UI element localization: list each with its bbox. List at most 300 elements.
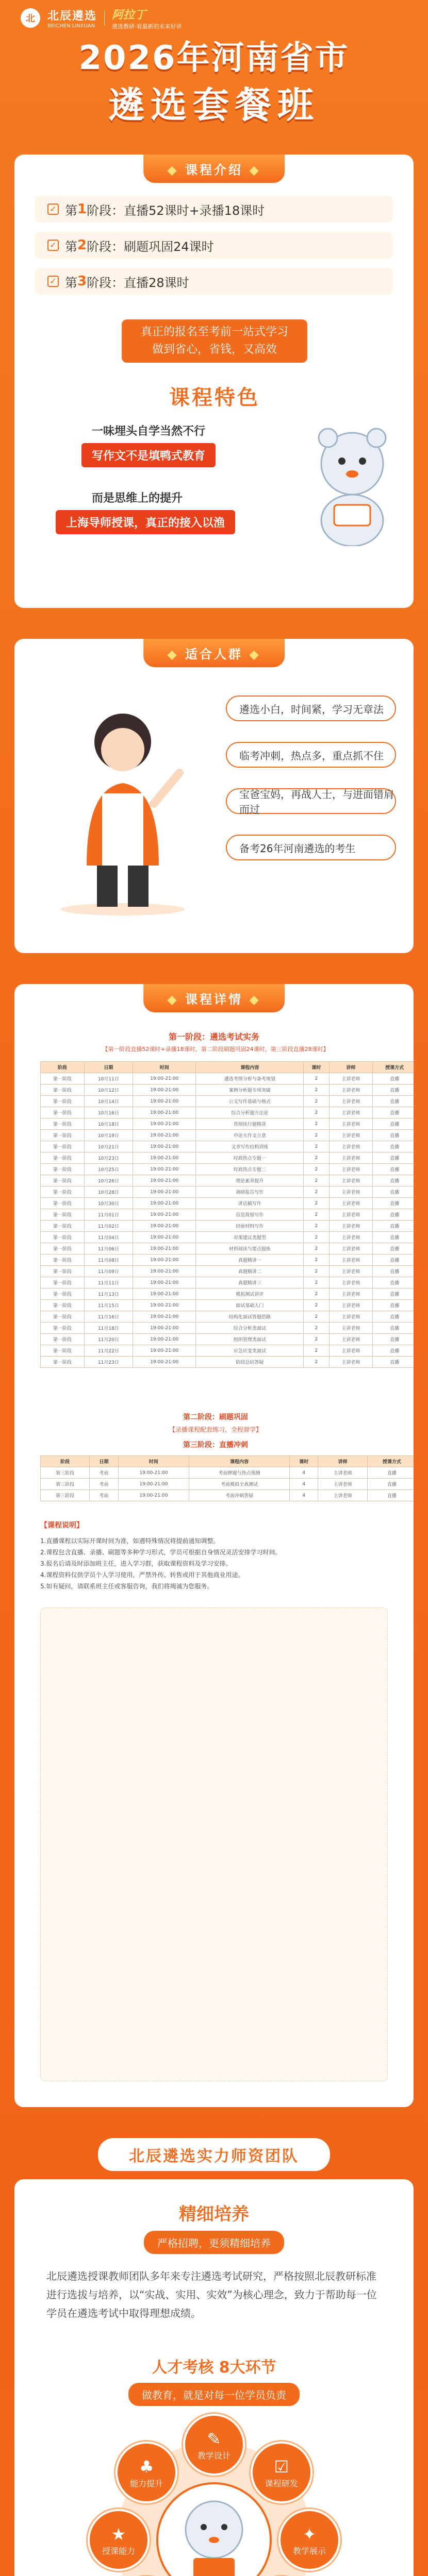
table-row [41,1255,414,1266]
table-cell: 2 [304,1221,329,1232]
table-cell: 直播 [373,1118,414,1130]
feature-a-text: 一味埋头自学当然不行 [92,425,206,438]
check-icon: ✓ [47,276,59,287]
stage-text: 刷题巩固24课时 [124,239,214,254]
table-cell: 10月26日 [84,1175,133,1187]
wheel-node-label: 教学设计 [197,2450,231,2461]
table-row [41,1130,414,1141]
table-cell: 第一阶段 [41,1187,85,1198]
table-row [41,1243,414,1255]
table-cell: 直播 [373,1266,414,1277]
table-cell: 主讲老师 [318,1490,367,1501]
table-cell: 结构化面试答题思路 [196,1311,304,1323]
table-row [41,1232,414,1243]
table-cell: 主讲老师 [329,1141,373,1153]
table-cell: 第一阶段 [41,1311,85,1323]
table-cell: 10月16日 [84,1107,133,1118]
wheel-node-label: 能力提升 [130,2478,163,2488]
table-row [41,1073,414,1084]
feature-b-box: 上海导师授课，真正的接入以渔 [56,510,235,534]
table-cell: 申论大作文立意 [196,1130,304,1141]
table-cell: 面试基础入门 [196,1300,304,1311]
table-row [41,1357,414,1368]
table-cell: 2 [304,1311,329,1323]
table-cell: 直播 [373,1300,414,1311]
table-cell: 10月11日 [84,1073,133,1084]
table-cell: 19:00-21:00 [133,1255,196,1266]
table-cell: 考前押题与热点预测 [189,1467,290,1479]
table-cell: 4 [290,1479,318,1490]
table-cell: 2 [304,1334,329,1345]
table-cell: 直播 [373,1221,414,1232]
audience-item: 遴选小白，时间紧，学习无章法 [226,696,396,721]
table-cell: 真题精讲一 [196,1255,304,1266]
table-cell: 第一阶段 [41,1209,85,1221]
table-cell: 11月15日 [84,1300,133,1311]
schedule-table-1 [40,1061,414,1368]
table-row [41,1277,414,1289]
table-cell: 2 [304,1096,329,1107]
col-header: 时间 [118,1456,189,1467]
notes-title: 【课程说明】 [40,1521,84,1530]
table-cell: 19:00-21:00 [133,1323,196,1334]
table-cell: 19:00-21:00 [133,1209,196,1221]
wheel-node-icon: ✦ [302,2524,317,2544]
table-row [41,1300,414,1311]
bear-mascot-icon [303,422,401,546]
team-tag: 严格招聘，更须精细培养 [144,2231,284,2254]
mid-caption-3: 第三阶段：直播冲刺 [183,1441,248,1449]
table-cell: 19:00-21:00 [133,1096,196,1107]
table-cell: 第一阶段 [41,1243,85,1255]
wheel-node-label: 授课能力 [102,2546,135,2556]
table-header-row [41,1456,414,1467]
partner-brand-sub: 遴选教研·看最新的未来好讲 [112,23,182,30]
table-cell: 4 [290,1490,318,1501]
table-cell: 19:00-21:00 [133,1311,196,1323]
table-cell: 直播 [373,1198,414,1209]
table-cell: 直播 [373,1357,414,1368]
brand-name: 北辰遴选 [47,10,97,23]
table-row [41,1118,414,1130]
table-cell: 讲话稿写作 [196,1198,304,1209]
wheel-node-label: 课程研发 [265,2478,298,2488]
table-cell: 直播 [373,1084,414,1096]
table-cell: 主讲老师 [329,1096,373,1107]
table-row [41,1175,414,1187]
table-cell: 第一阶段 [41,1266,85,1277]
table-cell: 19:00-21:00 [133,1300,196,1311]
table-cell: 考前 [90,1467,118,1479]
table-subtitle: 【第一阶段直播52课时+录播18课时，第二阶段刷题巩固24课时，第三阶段直播28课时】 [102,1046,329,1053]
table-cell: 2 [304,1118,329,1130]
table-cell: 11月09日 [84,1266,133,1277]
one-stop-line1: 真正的报名至考前一站式学习 [140,326,288,338]
table-cell: 第三阶段 [41,1467,90,1479]
table-cell: 4 [290,1467,318,1479]
table-row [41,1164,414,1175]
table-row [41,1266,414,1277]
table-row [41,1187,414,1198]
note-item: 5.如有疑问，请联系班主任或客服咨询，我们将竭诚为您服务。 [40,1583,213,1590]
note-item: 4.课程资料仅供学员个人学习使用，严禁外传、转售或用于其他商业用途。 [40,1571,244,1579]
table-cell: 2 [304,1266,329,1277]
table-cell: 公文写作基础与格式 [196,1096,304,1107]
table-cell: 综合分析类面试 [196,1323,304,1334]
table-cell: 主讲老师 [329,1073,373,1084]
table-row [41,1209,414,1221]
table-cell: 直播 [373,1277,414,1289]
table-cell: 11月06日 [84,1243,133,1255]
wheel-node [88,2509,150,2571]
hero-title-line2: 遴选套餐班 [108,84,320,126]
feature-title: 课程特色 [169,386,260,410]
table-cell: 主讲老师 [329,1255,373,1266]
table-cell: 第一阶段 [41,1164,85,1175]
table-cell: 直播 [373,1164,414,1175]
table-cell: 直播 [367,1467,414,1479]
audience-card [14,639,414,953]
table-row [41,1323,414,1334]
table-cell: 2 [304,1243,329,1255]
table-cell: 11月08日 [84,1255,133,1266]
table-cell: 主讲老师 [329,1084,373,1096]
table-cell: 主讲老师 [329,1334,373,1345]
table-cell: 经验材料写作 [196,1221,304,1232]
table-cell: 综合分析题方法论 [196,1107,304,1118]
table-cell: 第一阶段 [41,1084,85,1096]
table-cell: 19:00-21:00 [133,1107,196,1118]
table-cell: 第一阶段 [41,1300,85,1311]
note-item: 3.报名后请及时添加班主任，进入学习群，获取课程资料及学习安排。 [40,1560,232,1567]
team-ribbon: 北辰遴选实力师资团队 [98,2138,330,2171]
table-cell: 主讲老师 [329,1130,373,1141]
table-cell: 第一阶段 [41,1175,85,1187]
table-cell: 19:00-21:00 [133,1198,196,1209]
wheel-node-icon: ☑ [274,2456,289,2477]
brand-sub: BEICHEN LINXUAN [47,23,95,29]
table-cell: 2 [304,1232,329,1243]
table-row [41,1107,414,1118]
table-cell: 主讲老师 [329,1357,373,1368]
table-cell: 遴选考情分析与备考规划 [196,1073,304,1084]
note-item: 2.课程包含直播、录播、刷题等多种学习形式，学员可根据自身情况灵活安排学习时间。 [40,1549,282,1556]
one-stop-line2: 做到省心，省钱，又高效 [152,343,277,356]
table-cell: 11月13日 [84,1289,133,1300]
col-header: 课时 [290,1456,318,1467]
mid-caption-1: 第二阶段：刷题巩固 [183,1413,248,1421]
table-cell: 考前模拟全真测试 [189,1479,290,1490]
partner-brand-name: 阿拉丁 [112,8,146,22]
extra-notes-box [40,1607,388,2081]
col-header: 授课方式 [373,1062,414,1073]
table-cell: 2 [304,1289,329,1300]
wheel-node [251,2442,312,2503]
feature-b-text: 而是思维上的提升 [92,492,183,505]
table-cell: 直播 [373,1311,414,1323]
table-cell: 直播 [373,1107,414,1118]
table-cell: 直播 [373,1073,414,1084]
stage-row-2: ✓ 第 2 阶段： 刷题巩固24课时 [35,232,393,259]
table-row [41,1311,414,1323]
hero-title-line1: 2026年河南省市 [78,39,350,77]
table-cell: 2 [304,1153,329,1164]
table-cell: 19:00-21:00 [133,1175,196,1187]
mid-caption-2: 【录播课程配套练习，全程督学】 [169,1426,262,1433]
table-cell: 考前 [90,1479,118,1490]
stage-row-1: ✓ 第 1 阶段： 直播52课时+录播18课时 [35,196,393,223]
table-cell: 19:00-21:00 [133,1266,196,1277]
table-cell: 2 [304,1209,329,1221]
team-paragraph: 北辰遴选授课教师团队多年来专注遴选考试研究，严格按照北辰教研标准进行选拔与培养，以“实战、实用、实效”为核心理念，致力于帮助每一位学员在遴选考试中取得理想成绩。 [46,2270,377,2319]
table-cell: 第一阶段 [41,1232,85,1243]
table-cell: 主讲老师 [318,1467,367,1479]
col-header: 课程内容 [196,1062,304,1073]
table-cell: 第一阶段 [41,1107,85,1118]
table-row [41,1198,414,1209]
table-cell: 应急应变类面试 [196,1345,304,1357]
table-cell: 直播 [373,1141,414,1153]
table-cell: 直播 [373,1096,414,1107]
table-cell: 19:00-21:00 [133,1345,196,1357]
table-cell: 11月11日 [84,1277,133,1289]
table-cell: 直播 [373,1323,414,1334]
top-bar [0,0,428,36]
table-cell: 贯彻执行题精讲 [196,1118,304,1130]
brand-divider [104,10,105,26]
table-cell: 19:00-21:00 [133,1232,196,1243]
table-cell: 11月20日 [84,1334,133,1345]
table-cell: 第一阶段 [41,1255,85,1266]
table-cell: 19:00-21:00 [118,1479,189,1490]
table-cell: 直播 [373,1130,414,1141]
table-cell: 19:00-21:00 [133,1357,196,1368]
col-header: 讲师 [318,1456,367,1467]
table-cell: 阶段总结答疑 [196,1357,304,1368]
table-cell: 主讲老师 [329,1232,373,1243]
check-icon: ✓ [47,240,59,251]
table-cell: 主讲老师 [329,1345,373,1357]
team-card [14,2179,414,2576]
table-cell: 10月19日 [84,1130,133,1141]
table-cell: 第一阶段 [41,1198,85,1209]
table-cell: 直播 [373,1289,414,1300]
table-cell: 主讲老师 [329,1300,373,1311]
table-cell: 2 [304,1187,329,1198]
one-stop-pill [122,319,307,363]
table-cell: 第一阶段 [41,1141,85,1153]
table-cell: 直播 [373,1187,414,1198]
table-cell: 信息简报写作 [196,1209,304,1221]
table-cell: 案例分析题专项突破 [196,1084,304,1096]
table-cell: 组织管理类面试 [196,1334,304,1345]
brand-block [47,7,97,29]
stage-text: 直播28课时 [124,275,189,290]
table-cell: 2 [304,1277,329,1289]
table-cell: 2 [304,1164,329,1175]
table-cell: 第一阶段 [41,1153,85,1164]
table-cell: 时政热点专题一 [196,1153,304,1164]
table-cell: 主讲老师 [329,1175,373,1187]
table-cell: 真题精讲二 [196,1266,304,1277]
table-cell: 2 [304,1357,329,1368]
table-cell: 第三阶段 [41,1490,90,1501]
table-cell: 主讲老师 [329,1323,373,1334]
table-cell: 11月01日 [84,1209,133,1221]
feature-a-box: 写作文不是填鸭式教育 [81,443,216,467]
col-header: 授课方式 [367,1456,414,1467]
notes-list [40,1535,414,1592]
table-cell: 2 [304,1073,329,1084]
col-header: 日期 [90,1456,118,1467]
table-cell: 11月18日 [84,1323,133,1334]
hero [0,36,428,147]
table-cell: 材料阅读与要点提炼 [196,1243,304,1255]
table-cell: 主讲老师 [329,1198,373,1209]
table-cell: 19:00-21:00 [118,1490,189,1501]
table-cell: 模拟测试讲评 [196,1289,304,1300]
stage-text: 直播52课时+录播18课时 [124,203,265,218]
table-row [41,1084,414,1096]
audience-item: 宝爸宝妈，再战人士，与进面错肩而过 [226,788,396,814]
table-cell: 主讲老师 [318,1479,367,1490]
table-cell: 第三阶段 [41,1479,90,1490]
table-cell: 19:00-21:00 [133,1243,196,1255]
audience-tab: ◆ 适合人群 ◆ [143,639,285,667]
course-intro-tab: ◆ 课程介绍 ◆ [143,155,285,183]
schedule-table-2 [40,1455,414,1501]
col-header: 课程内容 [189,1456,290,1467]
course-intro-card [14,155,414,608]
table-cell: 19:00-21:00 [133,1130,196,1141]
wheel-node-icon: ✎ [207,2429,221,2449]
stage-row-3: ✓ 第 3 阶段： 直播28课时 [35,268,393,295]
table-cell: 19:00-21:00 [133,1073,196,1084]
table-cell: 11月16日 [84,1311,133,1323]
table-cell: 主讲老师 [329,1209,373,1221]
check-icon: ✓ [47,204,59,215]
table-cell: 11月23日 [84,1357,133,1368]
col-header: 课时 [304,1062,329,1073]
wheel-node-icon: ♣ [139,2456,154,2477]
table-cell: 主讲老师 [329,1221,373,1232]
note-item: 1.直播课程以实际开课时间为准，如遇特殊情况将提前通知调整。 [40,1537,220,1545]
table-cell: 19:00-21:00 [133,1221,196,1232]
table-cell: 主讲老师 [329,1243,373,1255]
table-row [41,1221,414,1232]
table-cell: 第一阶段 [41,1323,85,1334]
table-cell: 第一阶段 [41,1221,85,1232]
table-cell: 第一阶段 [41,1096,85,1107]
table-row [41,1490,414,1501]
table-cell: 10月18日 [84,1118,133,1130]
table-cell: 19:00-21:00 [133,1084,196,1096]
col-header: 时间 [133,1062,196,1073]
table-row [41,1141,414,1153]
table-cell: 19:00-21:00 [133,1141,196,1153]
table-row [41,1096,414,1107]
table-cell: 10月30日 [84,1198,133,1209]
col-header: 讲师 [329,1062,373,1073]
table-cell: 2 [304,1141,329,1153]
course-details-card [14,984,414,2107]
table-cell: 2 [304,1130,329,1141]
table-cell: 2 [304,1084,329,1096]
table-cell: 考前 [90,1490,118,1501]
table-cell: 直播 [367,1479,414,1490]
table-cell: 第一阶段 [41,1289,85,1300]
table-cell: 10月21日 [84,1141,133,1153]
wheel-node [116,2442,177,2503]
table-cell: 时政热点专题二 [196,1164,304,1175]
table-row [41,1479,414,1490]
table-cell: 直播 [373,1334,414,1345]
table-cell: 19:00-21:00 [133,1289,196,1300]
table-cell: 10月25日 [84,1164,133,1175]
col-header: 阶段 [41,1456,90,1467]
table-cell: 对策建议类题型 [196,1232,304,1243]
table-cell: 2 [304,1345,329,1357]
table-cell: 2 [304,1323,329,1334]
table-cell: 第一阶段 [41,1277,85,1289]
table-cell: 第一阶段 [41,1130,85,1141]
table-cell: 主讲老师 [329,1153,373,1164]
course-details-tab: ◆ 课程详情 ◆ [143,984,285,1012]
table-cell: 直播 [373,1345,414,1357]
table-cell: 第一阶段 [41,1334,85,1345]
wheel-node [183,2414,245,2476]
table-cell: 主讲老师 [329,1266,373,1277]
partner-brand [112,6,182,30]
col-header: 阶段 [41,1062,85,1073]
table-cell: 直播 [373,1153,414,1164]
table-cell: 2 [304,1255,329,1266]
table-title: 第一阶段：遴选考试实务 [168,1032,259,1042]
table-cell: 19:00-21:00 [133,1153,196,1164]
table-cell: 直播 [373,1209,414,1221]
audience-item: 临考冲刺，热点多，重点抓不住 [226,742,396,768]
table-cell: 主讲老师 [329,1118,373,1130]
table-header-row [41,1062,414,1073]
table-cell: 直播 [373,1255,414,1266]
team-subhead: 精细培养 [179,2204,249,2225]
wheel-node-label: 教学展示 [292,2546,326,2556]
table-cell: 10月23日 [84,1153,133,1164]
table-cell: 直播 [373,1243,414,1255]
table-cell: 19:00-21:00 [118,1467,189,1479]
table-row [41,1345,414,1357]
table-cell: 10月14日 [84,1096,133,1107]
table-row [41,1334,414,1345]
audience-item: 备考26年河南遴选的考生 [226,835,396,860]
table-row [41,1289,414,1300]
table-cell: 第一阶段 [41,1073,85,1084]
table-cell: 11月02日 [84,1221,133,1232]
table-cell: 真题精讲三 [196,1277,304,1289]
table-cell: 直播 [367,1490,414,1501]
table-cell: 10月12日 [84,1084,133,1096]
table-cell: 11月04日 [84,1232,133,1243]
table-cell: 19:00-21:00 [133,1277,196,1289]
table-cell: 理论素养提升 [196,1175,304,1187]
wheel-node [278,2509,340,2571]
table-cell: 19:00-21:00 [133,1118,196,1130]
table-cell: 考前冲刺答疑 [189,1490,290,1501]
table-cell: 调研报告写作 [196,1187,304,1198]
table-cell: 第一阶段 [41,1118,85,1130]
col-header: 日期 [84,1062,133,1073]
wheel-node-icon: ★ [111,2524,126,2544]
